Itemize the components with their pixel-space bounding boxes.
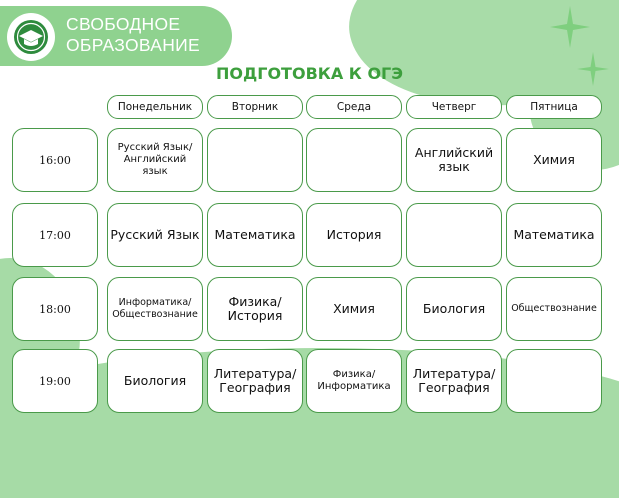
time-slot: 16:00 <box>12 128 98 192</box>
schedule-cell: Русский Язык <box>107 203 203 267</box>
schedule-cell <box>306 128 402 192</box>
schedule-cell: Химия <box>506 128 602 192</box>
time-slot: 17:00 <box>12 203 98 267</box>
schedule-cell <box>506 349 602 413</box>
schedule-cell: Русский Язык/ Английский язык <box>107 128 203 192</box>
brand-line-2: ОБРАЗОВАНИЕ <box>66 35 201 55</box>
schedule-cell: Обществознание <box>506 277 602 341</box>
day-header: Пятница <box>506 95 602 119</box>
schedule-cell: Физика/ Информатика <box>306 349 402 413</box>
schedule-cell: Химия <box>306 277 402 341</box>
schedule-cell: Английский язык <box>406 128 502 192</box>
schedule-cell: Биология <box>406 277 502 341</box>
time-slot: 19:00 <box>12 349 98 413</box>
day-header: Четверг <box>406 95 502 119</box>
schedule-cell: Литература/ География <box>406 349 502 413</box>
schedule-cell: Математика <box>207 203 303 267</box>
brand-line-1: СВОБОДНОЕ <box>66 14 181 34</box>
sparkle-star-icon <box>550 6 590 48</box>
day-header: Среда <box>306 95 402 119</box>
schedule-cell <box>406 203 502 267</box>
day-header: Вторник <box>207 95 303 119</box>
schedule-cell: Математика <box>506 203 602 267</box>
schedule-cell: Информатика/ Обществознание <box>107 277 203 341</box>
schedule-cell: Литература/ География <box>207 349 303 413</box>
time-slot: 18:00 <box>12 277 98 341</box>
day-header: Понедельник <box>107 95 203 119</box>
page-title: ПОДГОТОВКА К ОГЭ <box>216 64 403 83</box>
brand-name <box>66 14 200 56</box>
schedule-cell <box>207 128 303 192</box>
schedule-cell: История <box>306 203 402 267</box>
graduation-cap-icon <box>7 13 55 61</box>
schedule-cell: Физика/ История <box>207 277 303 341</box>
schedule-cell: Биология <box>107 349 203 413</box>
